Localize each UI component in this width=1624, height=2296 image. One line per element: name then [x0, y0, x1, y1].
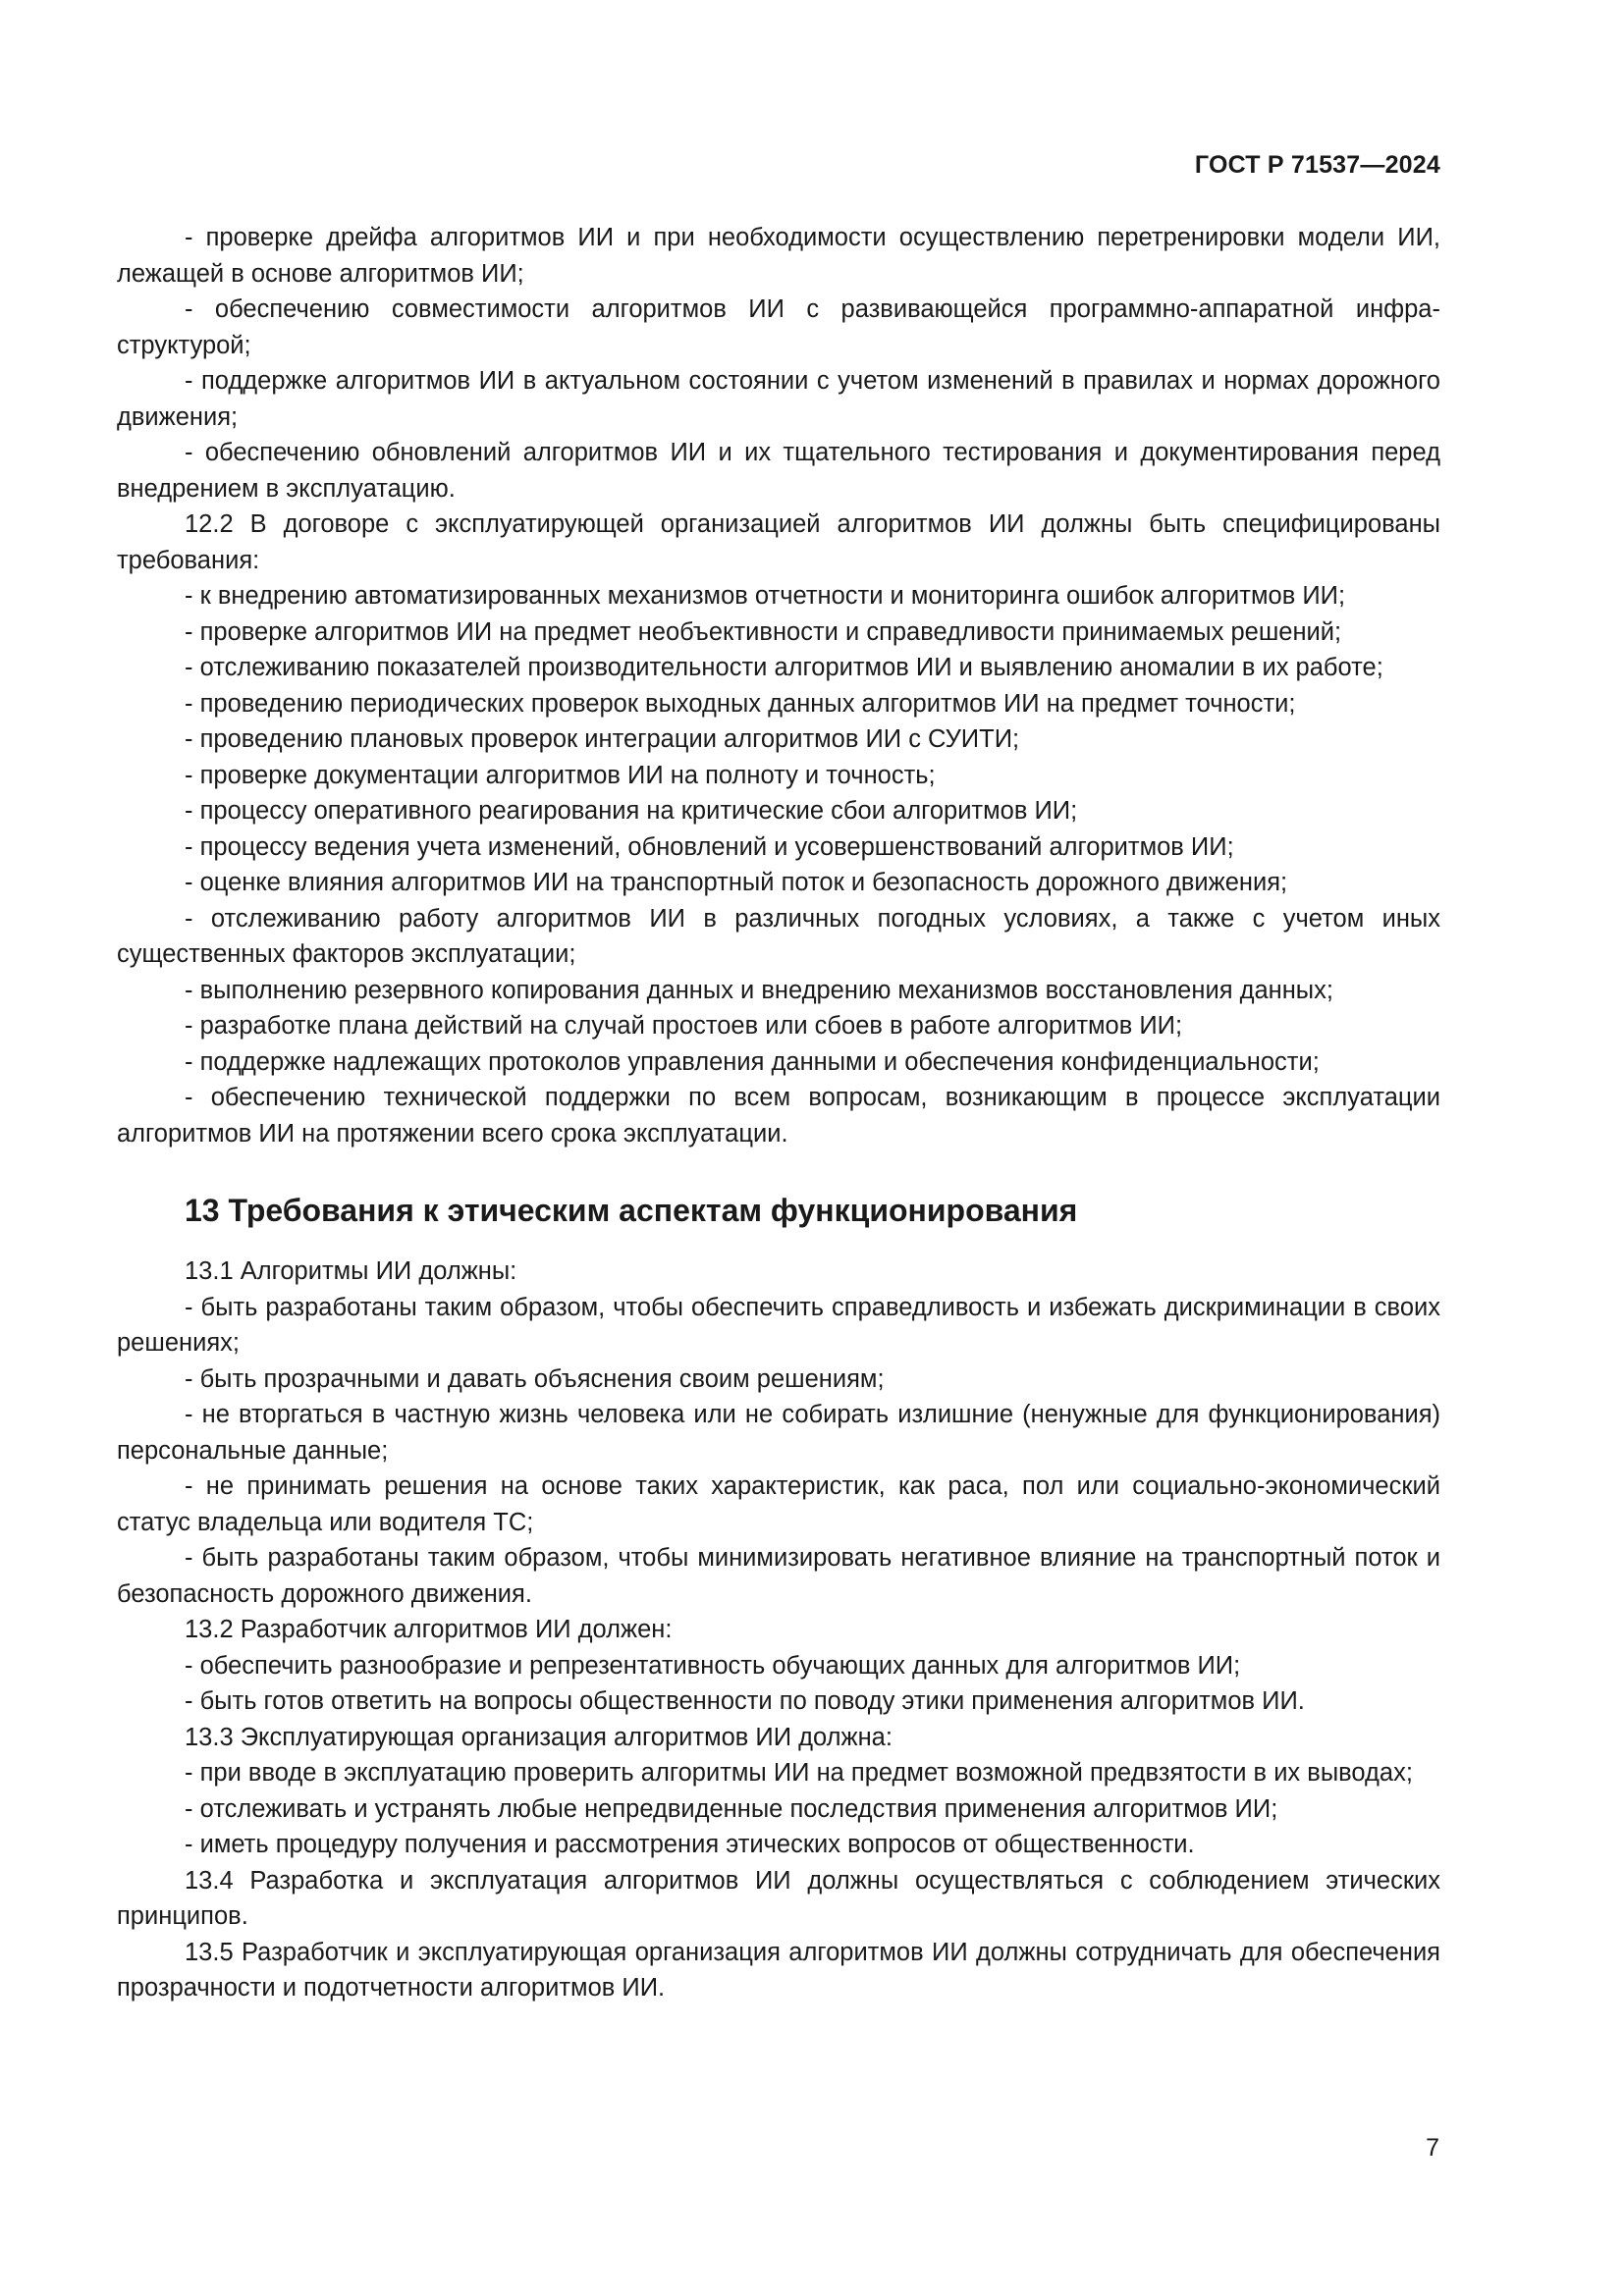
paragraph: - не вторгаться в частную жизнь человека или не собирать излишние (ненужные для функционирования) персональные данные; [117, 1401, 1440, 1465]
paragraph: - отслеживанию показателей производительности алгоритмов ИИ и выявлению аномалии в их работе; [185, 654, 1383, 681]
paragraph: - процессу оперативного реагирования на критические сбои алгоритмов ИИ; [185, 797, 1078, 825]
paragraph: - проведению периодических проверок выходных данных алгоритмов ИИ на предмет точности; [185, 689, 1296, 718]
paragraph: - проверке алгоритмов ИИ на предмет необъективности и справедливости принимаемых решений; [185, 617, 1342, 646]
paragraph: 12.2 В договоре с эксплуатирующей организацией алгоритмов ИИ должны быть специфицированы требования: [117, 510, 1440, 574]
paragraph: - обеспечить разнообразие и репрезентативность обучающих данных для алгоритмов ИИ; [185, 1651, 1241, 1680]
paragraph: - оценке влияния алгоритмов ИИ на транспортный поток и безопасность дорожного движения; [185, 869, 1288, 896]
paragraph: - при вводе в эксплуатацию проверить алгоритмы ИИ на предмет возможной предвзятости в их выводах; [185, 1759, 1413, 1787]
paragraph: - быть прозрачными и давать объяснения своим решениям; [185, 1364, 885, 1393]
paragraph: - поддержке алгоритмов ИИ в актуальном состоянии с учетом изменений в правилах и нормах дорожного движения; [117, 367, 1440, 431]
paragraph: - разработке плана действий на случай простоев или сбоев в работе алгоритмов ИИ; [185, 1012, 1183, 1040]
paragraph: - поддержке надлежащих протоколов управления данными и обеспечения конфиденциальности; [185, 1047, 1320, 1076]
paragraph: 13.4 Разработка и эксплуатация алгоритмов ИИ должны осуществляться с соблюдением этических принципов. [117, 1866, 1440, 1930]
paragraph: - процессу ведения учета изменений, обновлений и усовершенствований алгоритмов ИИ; [185, 832, 1234, 861]
paragraph: - обеспечению технической поддержки по всем вопросам, возникающим в процессе эксплуатации алгоритмов ИИ на протяжении всего срока эксплуатации. [117, 1084, 1440, 1148]
paragraph: - проверке документации алгоритмов ИИ на полноту и точность; [185, 761, 936, 789]
page-number: 7 [1426, 2134, 1439, 2162]
paragraph: - не принимать решения на основе таких характеристик, как раса, пол или социально-экономический статус владельца или водителя ТС; [117, 1472, 1440, 1536]
paragraph: - отслеживать и устранять любые непредвиденные последствия применения алгоритмов ИИ; [185, 1794, 1278, 1823]
paragraph: - к внедрению автоматизированных механизмов отчетности и мониторинга ошибок алгоритмов ИИ; [185, 582, 1346, 610]
paragraph: - быть разработаны таким образом, чтобы минимизировать негативное влияние на транспортный поток и безопасность дорожного движения. [117, 1544, 1440, 1608]
paragraph: - проверке дрейфа алгоритмов ИИ и при необходимости осуществлению перетренировки модели ИИ, лежащей в основе алгоритмов ИИ; [117, 224, 1440, 288]
paragraph: 13.5 Разработчик и эксплуатирующая организация алгоритмов ИИ должны сотрудничать для обеспечения прозрачности и подотчетности алгоритмов ИИ. [117, 1938, 1440, 2002]
paragraph: - обеспечению совместимости алгоритмов ИИ с развивающейся программно-аппаратной инфраструктурой; [117, 295, 1440, 359]
paragraph: - иметь процедуру получения и рассмотрения этических вопросов от общественности. [185, 1831, 1195, 1858]
paragraph: - быть готов ответить на вопросы общественности по поводу этики применения алгоритмов ИИ. [185, 1687, 1305, 1715]
paragraph: 13.1 Алгоритмы ИИ должны: [185, 1257, 517, 1285]
section-heading: 13 Требования к этическим аспектам функционирования [185, 1193, 1078, 1228]
paragraph: - обеспечению обновлений алгоритмов ИИ и их тщательного тестирования и документирования перед внедрением в эксплуатацию. [117, 439, 1440, 503]
paragraph: - быть разработаны таким образом, чтобы обеспечить справедливость и избежать дискриминации в своих решениях; [117, 1293, 1440, 1357]
paragraph: 13.2 Разработчик алгоритмов ИИ должен: [185, 1616, 673, 1643]
paragraph: 13.3 Эксплуатирующая организация алгоритмов ИИ должна: [185, 1723, 893, 1751]
document-body [117, 220, 1440, 2006]
document-code: ГОСТ Р 71537—2024 [1194, 151, 1440, 179]
paragraph: - отслеживанию работу алгоритмов ИИ в различных погодных условиях, а также с учетом иных существенных факторов эксплуатации; [117, 904, 1440, 968]
paragraph: - выполнению резервного копирования данных и внедрению механизмов восстановления данных; [185, 976, 1333, 1004]
paragraph: - проведению плановых проверок интеграции алгоритмов ИИ с СУИТИ; [185, 725, 1020, 753]
